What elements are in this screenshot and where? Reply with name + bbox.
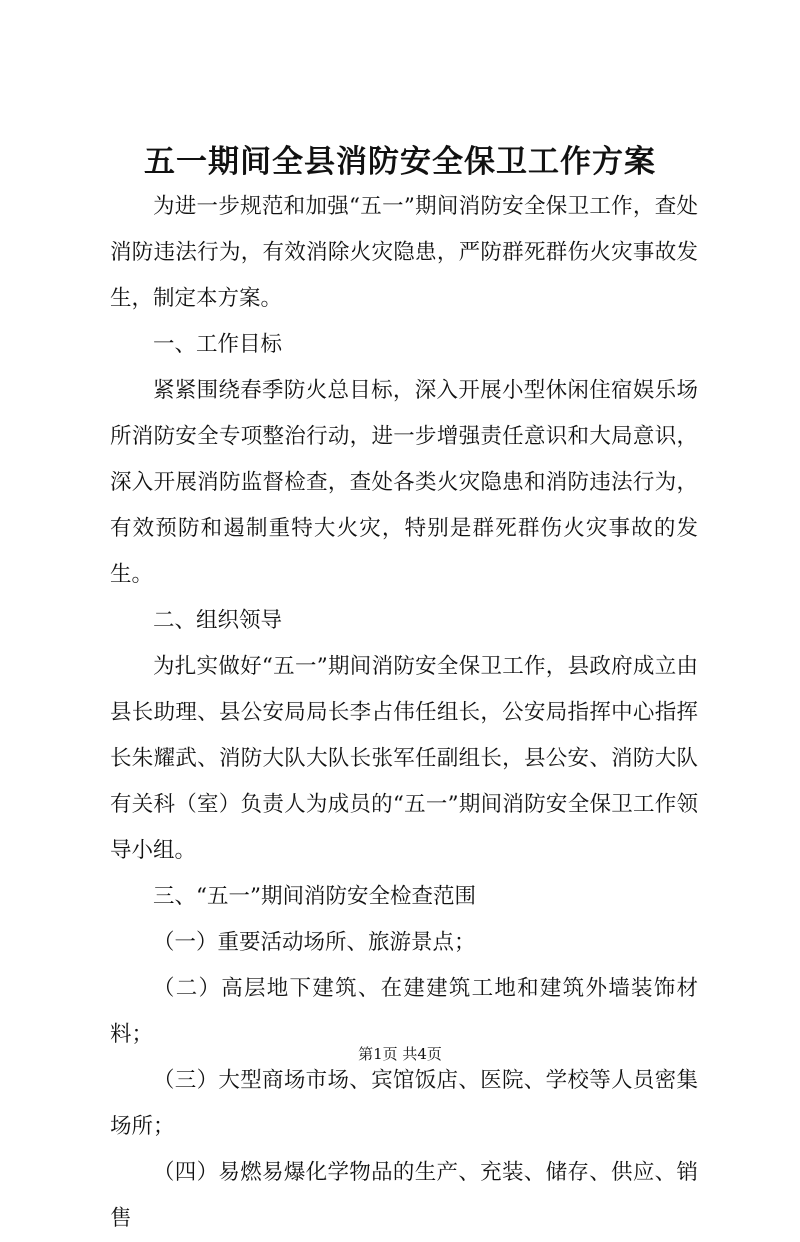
document-title: 五一期间全县消防安全保卫工作方案 [144,144,656,180]
scope-item: （二）高层地下建筑、在建建筑工地和建筑外墙装饰材料； [110,976,698,1047]
scope-item: （一）重要活动场所、旅游景点； [153,930,476,955]
section-heading-goals: 一、工作目标 [153,332,283,357]
intro-paragraph: 为进一步规范和加强“五一”期间消防安全保卫工作，查处消防违法行为，有效消除火灾隐患，严防群死群伤火灾事故发生，制定本方案。 [110,194,698,311]
document-body [110,184,698,1242]
leadership-paragraph: 为扎实做好“五一”期间消防安全保卫工作，县政府成立由县长助理、县公安局局长李占伟任组长，公安局指挥中心指挥长朱耀武、消防大队大队长张军任副组长，县公安、消防大队有关科（室）负责人为成员的“五一”期间消防安全保卫工作领导小组。 [110,654,698,863]
page-footer: 第1页 共4页 [358,1045,442,1063]
section-heading-scope: 三、“五一”期间消防安全检查范围 [153,884,476,909]
section-heading-leadership: 二、组织领导 [153,608,283,633]
scope-item: （四）易燃易爆化学物品的生产、充装、储存、供应、销售 [110,1160,698,1231]
goals-paragraph: 紧紧围绕春季防火总目标，深入开展小型休闲住宿娱乐场所消防安全专项整治行动，进一步增强责任意识和大局意识，深入开展消防监督检查，查处各类火灾隐患和消防违法行为，有效预防和遏制重特大火灾，特别是群死群伤火灾事故的发生。 [110,378,698,587]
scope-item: （三）大型商场市场、宾馆饭店、医院、学校等人员密集场所； [110,1068,698,1139]
